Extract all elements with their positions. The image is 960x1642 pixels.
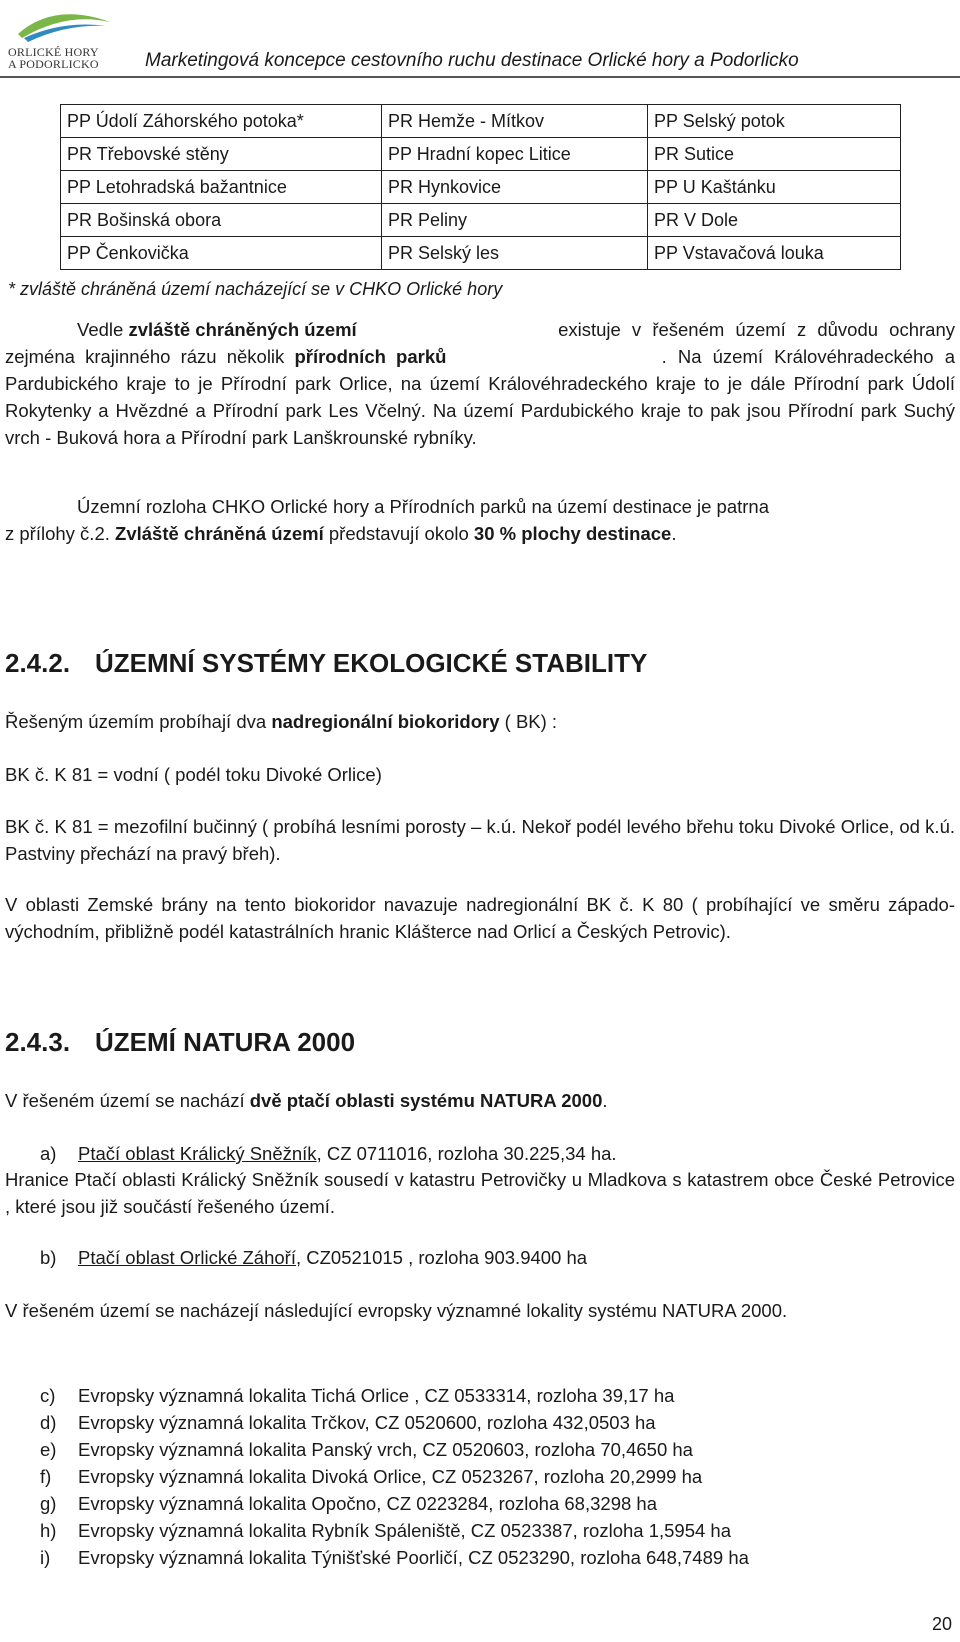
page-number: 20 [931,1614,952,1634]
bold-run: zvláště chráněných území [128,319,357,340]
orlicke-hory-logo [6,4,118,74]
table-cell: PR Hemže - Mítkov [382,105,648,138]
text-run: z přílohy č.2. [5,523,116,544]
list-label: f) [40,1466,52,1487]
text-run [77,316,357,343]
list-text: Evropsky významná lokalita Trčkov, CZ 0520600, rozloha 432,0503 ha [78,1412,656,1433]
paragraph-nature-parks [5,316,955,451]
bold-run: Zvláště chráněná území [115,523,324,544]
text-run: , CZ 0711016, rozloha 30.225,34 ha. [316,1143,617,1164]
logo-line-1: ORLICKÉ HORY [8,45,99,59]
list-item [40,1436,693,1463]
list-label: c) [40,1385,56,1406]
paragraph-line [5,520,955,547]
text-run: . Na území Královéhradeckého a [661,346,955,367]
section-heading-242 [5,648,647,679]
section-title: ÚZEMÍ NATURA 2000 [95,1027,356,1057]
table-cell: PP U Kaštánku [648,171,901,204]
list-item [40,1463,702,1490]
text-run: , CZ0521015 , rozloha 903.9400 ha [295,1247,588,1268]
paragraph-bk-water: BK č. K 81 = vodní ( podél toku Divoké Orlice) [5,764,382,785]
table-cell: PP Selský potok [648,105,901,138]
bold-run: nadregionální biokoridory [271,711,500,732]
list-label: d) [40,1412,57,1433]
text-run: . [671,523,677,544]
table-cell: PP Čenkovička [61,237,382,270]
page-header [0,0,960,80]
list-label: a) [40,1143,57,1164]
list-item [40,1382,674,1409]
paragraph-bk-mesophilic: BK č. K 81 = mezofilní bučinný ( probíhá lesními porosty – k.ú. Nekoř podél levého břehu toku Divoké Orlice, od k.ú. Pastviny přechází na pravý břeh). [5,816,955,864]
list-item [40,1244,587,1271]
paragraph-line [5,316,955,343]
table-cell: PP Hradní kopec Litice [382,138,648,171]
list-text: Evropsky významná lokalita Týnišťské Poorličí, CZ 0523290, rozloha 648,7489 ha [78,1547,749,1568]
table-cell: PR Třebovské stěny [61,138,382,171]
text-run: existuje v řešeném území z důvodu ochrany [558,319,955,340]
table-row [61,138,901,171]
document-title: Marketingová koncepce cestovního ruchu destinace Orlické hory a Podorlicko [145,50,799,71]
paragraph-chko-area [5,493,955,547]
list-text: Evropsky významná lokalita Opočno, CZ 0223284, rozloha 68,3298 ha [78,1493,657,1514]
table-row [61,171,901,204]
paragraph-line [5,343,955,370]
list-label: e) [40,1439,57,1460]
list-text: Evropsky významná lokalita Rybník Spáleniště, CZ 0523387, rozloha 1,5954 ha [78,1520,732,1541]
underlined-text: Ptačí oblast Králický Sněžník [78,1143,317,1164]
logo-swoosh-icon [14,4,114,44]
list-item [40,1140,617,1167]
table-row [61,204,901,237]
text-run: . [602,1090,608,1111]
section-number: 2.4.3. [5,1027,71,1057]
list-item [40,1544,749,1571]
paragraph-bk-80: V oblasti Zemské brány na tento biokoridor navazuje nadregionální BK č. K 80 ( probíhající ve směru západo-východním, přibližně podél katastrálních hranic Klášterce nad Orlicí a Českých Petrovic). [5,894,955,942]
protected-areas-table [60,104,901,270]
list-item [40,1517,731,1544]
table-cell: PR Bošinská obora [61,204,382,237]
paragraph-line: Územní rozloha CHKO Orlické hory a Přírodních parků na území destinace je patrna [77,496,770,517]
table-row [61,237,901,270]
bold-run: 30 % plochy destinace [473,523,672,544]
table-cell: PR Selský les [382,237,648,270]
text-run: Řešeným územím probíhají dva [5,711,272,732]
table-cell: PP Vstavačová louka [648,237,901,270]
header-divider [0,76,960,78]
text-run: zejména krajinného rázu několik [5,346,295,367]
paragraph-kralicky-sneznik: Hranice Ptačí oblasti Králický Sněžník sousedí v katastru Petrovičky u Mladkova s katastrem obce České Petrovice , které jsou již součástí řešeného území. [5,1169,955,1217]
text-run: ( BK) : [499,711,558,732]
table-cell: PR Sutice [648,138,901,171]
list-item [40,1409,656,1436]
table-cell: PR Hynkovice [382,171,648,204]
table-footnote: * zvláště chráněná území nacházející se v CHKO Orlické hory [8,279,503,299]
underlined-text: Ptačí oblast Orlické Záhoří [78,1247,296,1268]
table-cell: PR Peliny [382,204,648,237]
table-cell: PR V Dole [648,204,901,237]
list-text: Evropsky významná lokalita Panský vrch, CZ 0520603, rozloha 70,4650 ha [78,1439,693,1460]
text-run: představují okolo [323,523,474,544]
paragraph-body: Pardubického kraje to je Přírodní park Orlice, na území Královéhradeckého kraje to je dále Přírodní park Údolí Rokytenky a Hvězdné a Přírodní park Les Včelný. Na území Pardubického kraje to pak jsou Přírodní park Suchý vrch - Buková hora a Přírodní park Lanškrounské rybníky. [5,373,955,448]
list-label: h) [40,1520,57,1541]
paragraph-biocorridors [5,708,955,735]
section-heading-243 [5,1027,355,1058]
list-text: Evropsky významná lokalita Tichá Orlice , CZ 0533314, rozloha 39,17 ha [78,1385,675,1406]
section-number: 2.4.2. [5,648,71,678]
list-label: b) [40,1247,57,1268]
list-label: g) [40,1493,57,1514]
list-label: i) [40,1547,51,1568]
text-run [5,343,446,370]
logo-line-2: A PODORLICKO [8,57,99,71]
bold-run: přírodních parků [294,346,447,367]
list-text: Evropsky významná lokalita Divoká Orlice, CZ 0523267, rozloha 20,2999 ha [78,1466,703,1487]
text-run: V řešeném území se nachází [5,1090,250,1111]
paragraph-natura-intro [5,1087,955,1114]
list-item [40,1490,657,1517]
section-title: ÚZEMNÍ SYSTÉMY EKOLOGICKÉ STABILITY [95,648,648,678]
table-row [61,105,901,138]
table-cell: PP Letohradská bažantnice [61,171,382,204]
text-run: Vedle [77,319,129,340]
bold-run: dvě ptačí oblasti systému NATURA 2000 [249,1090,603,1111]
paragraph-evl-intro: V řešeném území se nacházejí následující evropsky významné lokality systému NATURA 2000. [5,1300,788,1321]
table-cell: PP Údolí Záhorského potoka* [61,105,382,138]
